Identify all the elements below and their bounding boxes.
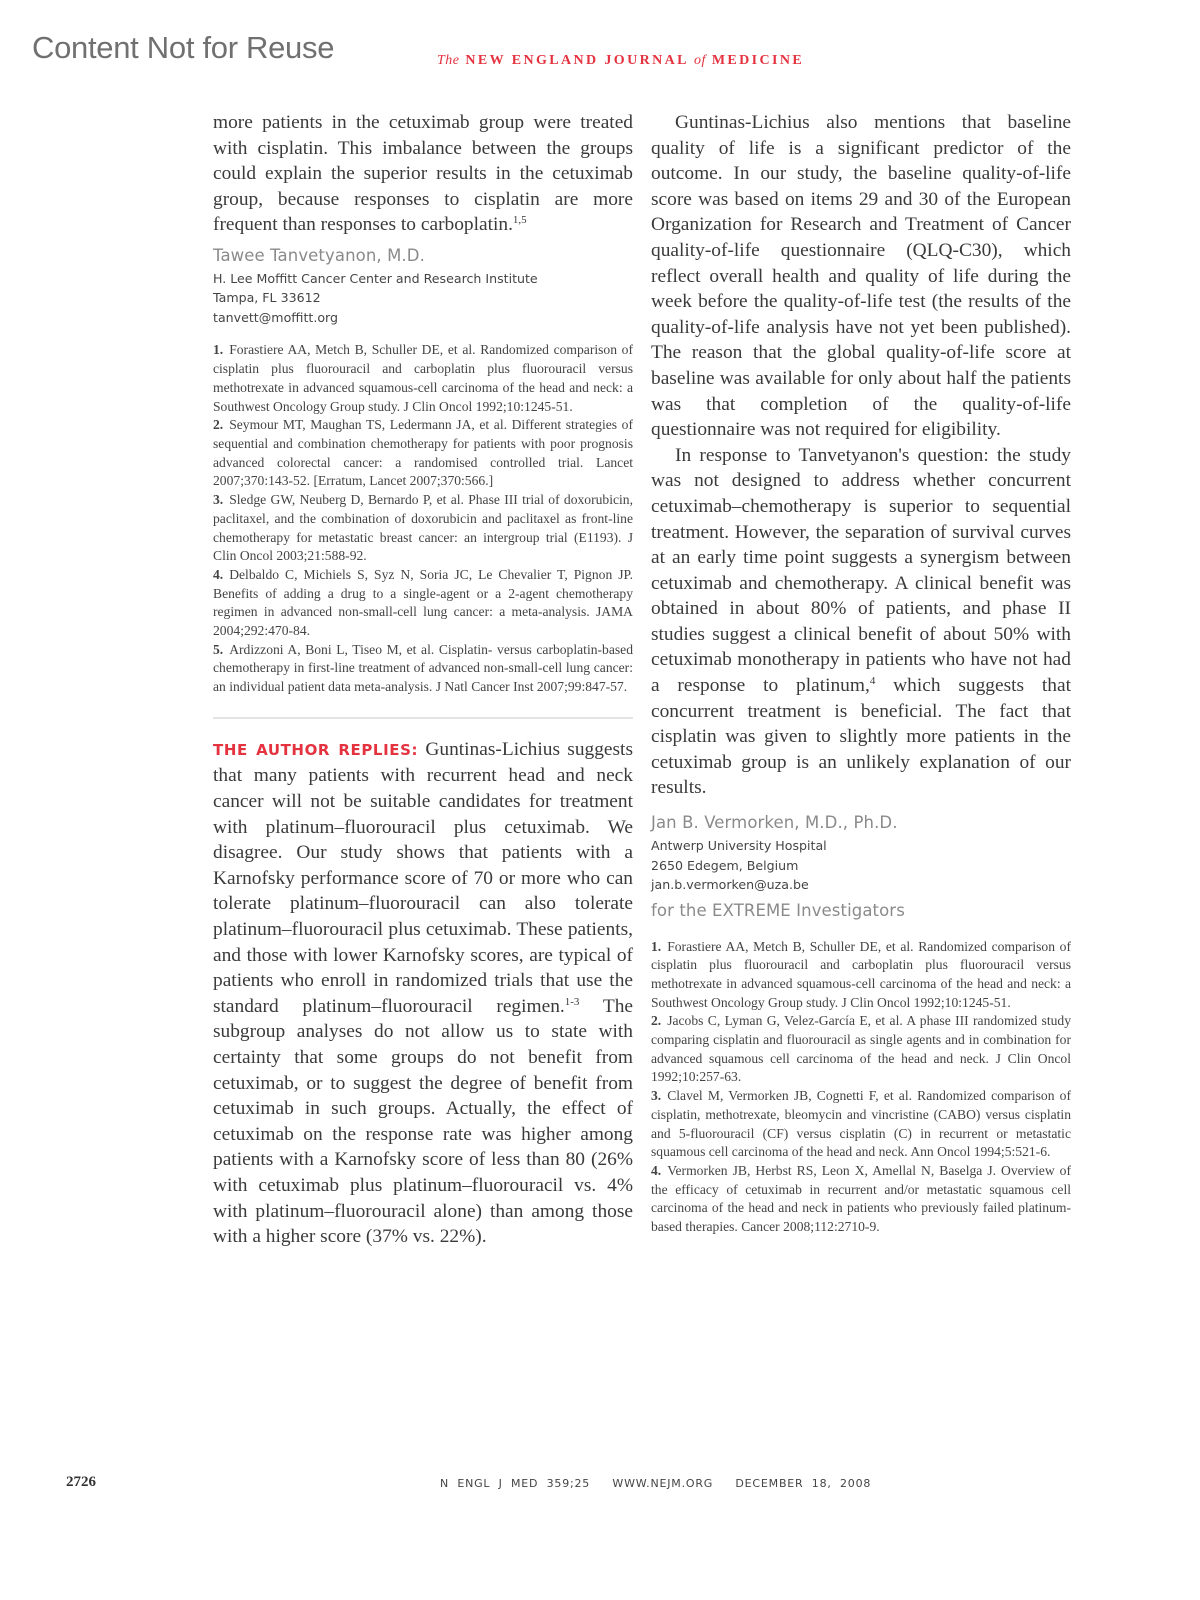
journal-header-title-2: MEDICINE bbox=[711, 53, 805, 68]
journal-header-title-1: NEW ENGLAND JOURNAL bbox=[465, 53, 689, 68]
footer-date: DECEMBER 18, 2008 bbox=[735, 1477, 872, 1490]
reference-item: 4. Delbaldo C, Michiels S, Syz N, Soria JC, Le Chevalier T, Pignon JP. Benefits of adding a drug to a single-agent or a 2-agent chemotherapy regimen in advanced non-small-cell lung cancer: a meta-analysis. JAMA 2004;292:470-84. bbox=[213, 566, 633, 639]
signature-email[interactable]: tanvett@moffitt.org bbox=[213, 309, 338, 325]
signature-location: 2650 Edegem, Belgium bbox=[651, 857, 799, 873]
footer-citation bbox=[440, 1477, 885, 1490]
signature-name: Jan B. Vermorken, M.D., Ph.D. bbox=[651, 813, 898, 833]
footer-website[interactable]: WWW.NEJM.ORG bbox=[612, 1477, 714, 1490]
letter-signature bbox=[213, 246, 633, 328]
section-divider bbox=[213, 717, 633, 719]
footer-journal-citation: N ENGL J MED 359;25 bbox=[440, 1477, 591, 1490]
reply-signature bbox=[651, 813, 1071, 920]
signature-name: Tawee Tanvetyanon, M.D. bbox=[213, 245, 425, 265]
reference-item: 2. Jacobs C, Lyman G, Velez-García E, et al. A phase III randomized study comparing cisplatin and fluorouracil as single agents and in combination for advanced squamous cell carcinoma of the head and neck. J Clin Oncol 1992;10:257-63. bbox=[651, 1013, 1071, 1085]
citation-superscript: 1-3 bbox=[564, 995, 580, 1008]
reference-item: 2. Seymour MT, Maughan TS, Ledermann JA, et al. Different strategies of sequential and combination chemotherapy for patients with poor prognosis advanced colorectal cancer: a randomised controlled trial. Lancet 2007;370:143-52. [Erratum, Lancet 2007;370:566.] bbox=[213, 417, 633, 489]
reference-item: 3. Clavel M, Vermorken JB, Cognetti F, et al. Randomized comparison of cisplatin, methotrexate, bleomycin and vincristine (CABO) versus cisplatin and 5-fluorouracil (CF) versus cisplatin (C) in recurrent or metastatic squamous cell carcinoma of the head and neck. Ann Oncol 1994;5:521-6. bbox=[651, 1088, 1071, 1160]
reference-list bbox=[651, 938, 1071, 1237]
reference-list bbox=[213, 341, 633, 696]
journal-header-the: The bbox=[437, 53, 460, 68]
reference-item: 1. Forastiere AA, Metch B, Schuller DE, et al. Randomized comparison of cisplatin plus fluorouracil and carboplatin plus fluorouracil versus methotrexate in advanced squamous-cell carcinoma of the head and neck: a Southwest Oncology Group study. J Clin Oncol 1992;10:1245-51. bbox=[651, 938, 1071, 1010]
reply-paragraph-response: In response to Tanvetyanon's question: the study was not designed to address whether concurrent cetuximab–chemotherapy is superior to sequential treatment. However, the separation of survival curves at an early time point suggests a synergism between cetuximab and chemotherapy. A clinical benefit was obtained in about 80% of patients, and phase II studies suggest a clinical benefit of about 50% with cetuximab monotherapy in patients who have not had a response to platinum,$^4$ which suggests that concurrent treatment is beneficial. The fact that cisplatin was given to slightly more patients in the cetuximab group is an unlikely explanation of our results. bbox=[651, 444, 1071, 799]
reply-paragraph-quality-of-life: Guntinas-Lichius also mentions that baseline quality of life is a significant predictor of the outcome. In our study, the baseline quality-of-life score was based on items 29 and 30 of the European Organization for Research and Treatment of Cancer quality-of-life questionnaire (QLQ-C30), which reflect overall health and quality of life during the week before the quality-of-life test (the results of the quality-of-life analysis have not yet been published). The reason that the global quality-of-life score at baseline was available for only about half the patients was that completion of the quality-of-life questionnaire was not required for eligibility. bbox=[651, 112, 1071, 441]
signature-location: Tampa, FL 33612 bbox=[213, 290, 321, 306]
author-reply-paragraph: THE AUTHOR REPLIES: Guntinas-Lichius suggests that many patients with recurrent head and neck cancer will not be suitable candidates for treatment with platinum–fluorouracil plus cetuximab. We disagree. Our study shows that patients with a Karnofsky performance score of 70 or more who can tolerate platinum–fluorouracil can also tolerate platinum–fluorouracil plus cetuximab. These patients, and those with lower Karnofsky scores, are typical of patients who enroll in randomized trials that use the standard platinum–fluorouracil regimen.$^{1-3}$ The subgroup analyses do not allow us to state with certainty that some groups do not benefit from cetuximab, or to suggest the degree of benefit from cetuximab in such groups. Actually, the effect of cetuximab on the response rate was higher among patients with a Karnofsky score of less than 80 (26% with cetuximab plus platinum–fluorouracil vs. 4% with platinum–fluorouracil alone) than among those with a higher score (37% vs. 22%). bbox=[213, 738, 633, 1248]
author-reply-heading: THE AUTHOR REPLIES: bbox=[213, 740, 419, 759]
reference-item: 1. Forastiere AA, Metch B, Schuller DE, et al. Randomized comparison of cisplatin plus fluorouracil and carboplatin plus fluorouracil versus methotrexate in advanced squamous-cell carcinoma of the head and neck: a Southwest Oncology Group study. J Clin Oncol 1992;10:1245-51. bbox=[213, 342, 633, 414]
letter-closing-paragraph: more patients in the cetuximab group were treated with cisplatin. This imbalance between the groups could explain the superior results in the cetuximab group, because responses to cisplatin are more frequent than responses to carboplatin.$^{1,5}$ bbox=[213, 112, 633, 236]
signature-institution: Antwerp University Hospital bbox=[651, 838, 827, 854]
citation-superscript: 1,5 bbox=[512, 214, 527, 227]
journal-header-of: of bbox=[694, 53, 706, 68]
citation-superscript: 4 bbox=[869, 675, 876, 688]
journal-header bbox=[437, 53, 804, 69]
signature-email[interactable]: jan.b.vermorken@uza.be bbox=[651, 877, 809, 893]
reference-item: 5. Ardizzoni A, Boni L, Tiseo M, et al. Cisplatin- versus carboplatin-based chemotherapy in first-line treatment of advanced non-small-cell lung cancer: an individual patient data meta-analysis. J Natl Cancer Inst 2007;99:847-57. bbox=[213, 641, 633, 695]
reference-item: 3. Sledge GW, Neuberg D, Bernardo P, et al. Phase III trial of doxorubicin, paclitaxel, and the combination of doxorubicin and paclitaxel as front-line chemotherapy for metastatic breast cancer: an intergroup trial (E1193). J Clin Oncol 2003;21:588-92. bbox=[213, 492, 633, 564]
signature-institution: H. Lee Moffitt Cancer Center and Research Institute bbox=[213, 270, 538, 286]
signature-group: for the EXTREME Investigators bbox=[651, 900, 905, 920]
reference-item: 4. Vermorken JB, Herbst RS, Leon X, Amellal N, Baselga J. Overview of the efficacy of cetuximab in recurrent and/or metastatic squamous cell carcinoma of the head and neck in patients who previously failed platinum-based therapies. Cancer 2008;112:2710-9. bbox=[651, 1162, 1071, 1235]
left-column bbox=[213, 110, 633, 1250]
page-number: 2726 bbox=[66, 1474, 96, 1490]
watermark: Content Not for Reuse bbox=[32, 30, 335, 65]
right-column bbox=[651, 110, 1071, 1237]
